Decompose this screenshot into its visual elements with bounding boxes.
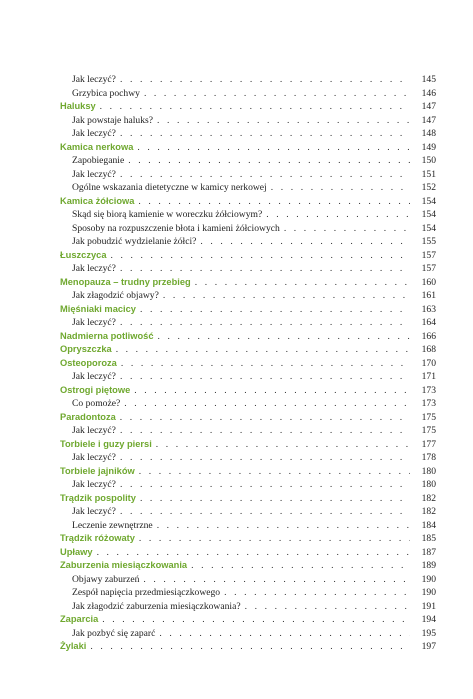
toc-page-number: 164 bbox=[421, 317, 436, 328]
dot-leader bbox=[120, 478, 410, 492]
dot-leader bbox=[111, 249, 410, 263]
toc-chapter-entry bbox=[60, 343, 436, 357]
toc-page-number: 173 bbox=[421, 384, 436, 396]
toc-page-number: 157 bbox=[421, 249, 436, 261]
dot-leader bbox=[266, 208, 410, 222]
toc-page-number: 184 bbox=[421, 519, 436, 531]
toc-entry-title: Zespół napięcia przedmiesiączkowego bbox=[72, 587, 221, 598]
toc-chapter-entry bbox=[60, 465, 436, 479]
toc-entry-title: Ostrogi piętowe bbox=[60, 384, 131, 395]
toc-page-number: 197 bbox=[421, 641, 436, 652]
toc-entry-title: Torbiele jajników bbox=[60, 465, 135, 476]
toc-entry-title: Jak leczyć? bbox=[72, 479, 116, 490]
dot-leader bbox=[195, 276, 410, 290]
dot-leader bbox=[120, 424, 410, 438]
dot-leader bbox=[139, 465, 410, 479]
dot-leader bbox=[116, 343, 410, 357]
dot-leader bbox=[143, 573, 410, 587]
toc-page-number: 185 bbox=[421, 533, 436, 544]
toc-entry-title: Ogólne wskazania dietetyczne w kamicy nerkowej bbox=[72, 182, 267, 193]
toc-entry-title: Jak pobudzić wydzielanie żółci? bbox=[72, 236, 197, 247]
dot-leader bbox=[97, 546, 410, 560]
toc-chapter-entry bbox=[60, 492, 436, 506]
dot-leader bbox=[191, 559, 410, 573]
toc-chapter-entry bbox=[60, 546, 436, 560]
toc-page-number: 195 bbox=[421, 627, 436, 639]
toc-page-number: 166 bbox=[421, 330, 436, 342]
toc-entry-title: Leczenie zewnętrzne bbox=[72, 519, 153, 531]
toc-chapter-entry bbox=[60, 141, 436, 155]
toc-entry-title: Upławy bbox=[60, 546, 93, 557]
dot-leader bbox=[134, 384, 410, 398]
toc-page-number: 147 bbox=[421, 114, 436, 126]
dot-leader bbox=[124, 397, 410, 411]
toc-entry-title: Jak leczyć? bbox=[72, 371, 116, 382]
toc-chapter-entry bbox=[60, 438, 436, 452]
dot-leader bbox=[138, 195, 410, 209]
toc-entry-title: Jak powstaje haluks? bbox=[72, 114, 153, 126]
toc-chapter-entry bbox=[60, 330, 436, 344]
table-of-contents bbox=[60, 73, 436, 654]
dot-leader bbox=[120, 505, 410, 519]
toc-entry-title: Trądzik różowaty bbox=[60, 533, 135, 543]
toc-subentry bbox=[60, 222, 436, 236]
toc-page-number: 189 bbox=[421, 560, 436, 571]
toc-entry-title: Jak leczyć? bbox=[72, 128, 116, 139]
toc-page-number: 161 bbox=[421, 290, 436, 301]
toc-entry-title: Jak złagodzić objawy? bbox=[72, 290, 159, 301]
dot-leader bbox=[100, 100, 410, 114]
dot-leader bbox=[120, 451, 410, 465]
dot-leader bbox=[158, 330, 410, 344]
toc-page-number: 175 bbox=[421, 411, 436, 423]
toc-entry-title: Zaparcia bbox=[60, 614, 99, 624]
toc-subentry bbox=[60, 451, 436, 465]
dot-leader bbox=[121, 357, 410, 371]
toc-page-number: 145 bbox=[421, 74, 436, 85]
toc-subentry bbox=[60, 181, 436, 195]
toc-subentry bbox=[60, 208, 436, 222]
toc-page-number: 152 bbox=[421, 182, 436, 193]
toc-subentry bbox=[60, 519, 436, 533]
toc-subentry bbox=[60, 114, 436, 128]
dot-leader bbox=[140, 492, 410, 506]
toc-subentry bbox=[60, 424, 436, 438]
toc-entry-title: Zapobieganie bbox=[72, 155, 125, 166]
dot-leader bbox=[137, 141, 410, 155]
toc-page-number: 170 bbox=[421, 357, 436, 369]
toc-chapter-entry bbox=[60, 100, 436, 114]
dot-leader bbox=[140, 303, 410, 317]
toc-page-number: 146 bbox=[421, 87, 436, 99]
toc-page-number: 187 bbox=[421, 546, 436, 558]
toc-page-number: 173 bbox=[421, 398, 436, 409]
toc-chapter-entry bbox=[60, 411, 436, 425]
toc-entry-title: Menopauza – trudny przebieg bbox=[60, 276, 191, 287]
toc-entry-title: Grzybica pochwy bbox=[72, 87, 140, 99]
toc-entry-title: Zaburzenia miesiączkowania bbox=[60, 560, 188, 570]
toc-entry-title: Osteoporoza bbox=[60, 357, 117, 368]
dot-leader bbox=[128, 154, 410, 168]
toc-subentry bbox=[60, 397, 436, 411]
dot-leader bbox=[163, 289, 410, 303]
toc-subentry bbox=[60, 627, 436, 641]
toc-page-number: 148 bbox=[421, 128, 436, 139]
toc-entry-title: Żylaki bbox=[60, 641, 87, 651]
toc-page-number: 180 bbox=[421, 479, 436, 490]
toc-entry-title: Torbiele i guzy piersi bbox=[60, 438, 152, 449]
dot-leader bbox=[271, 181, 410, 195]
toc-chapter-entry bbox=[60, 195, 436, 209]
toc-chapter-entry bbox=[60, 303, 436, 317]
toc-subentry bbox=[60, 370, 436, 384]
toc-chapter-entry bbox=[60, 276, 436, 290]
toc-page-number: 163 bbox=[421, 303, 436, 315]
toc-entry-title: Sposoby na rozpuszczenie błota i kamieni żółciowych bbox=[72, 222, 280, 234]
toc-page-number: 157 bbox=[421, 263, 436, 274]
toc-page-number: 171 bbox=[421, 371, 436, 382]
toc-entry-title: Jak leczyć? bbox=[72, 317, 116, 328]
toc-entry-title: Co pomoże? bbox=[72, 398, 121, 409]
dot-leader bbox=[120, 370, 410, 384]
toc-entry-title: Opryszczka bbox=[60, 344, 112, 354]
toc-entry-title: Łuszczyca bbox=[60, 249, 107, 260]
dot-leader bbox=[120, 316, 410, 330]
dot-leader bbox=[245, 600, 410, 614]
toc-subentry bbox=[60, 316, 436, 330]
dot-leader bbox=[157, 519, 410, 533]
toc-page-number: 154 bbox=[421, 222, 436, 234]
dot-leader bbox=[139, 532, 410, 546]
toc-chapter-entry bbox=[60, 613, 436, 627]
toc-page-number: 182 bbox=[421, 492, 436, 504]
dot-leader bbox=[120, 127, 410, 141]
toc-chapter-entry bbox=[60, 532, 436, 546]
toc-page-number: 178 bbox=[421, 452, 436, 463]
toc-subentry bbox=[60, 262, 436, 276]
toc-subentry bbox=[60, 127, 436, 141]
toc-subentry bbox=[60, 586, 436, 600]
toc-entry-title: Jak leczyć? bbox=[72, 263, 116, 274]
toc-page-number: 147 bbox=[421, 101, 436, 112]
toc-entry-title: Mięśniaki macicy bbox=[60, 303, 136, 314]
toc-subentry bbox=[60, 573, 436, 587]
toc-subentry bbox=[60, 168, 436, 182]
dot-leader bbox=[120, 411, 410, 425]
dot-leader bbox=[157, 114, 410, 128]
toc-entry-title: Nadmierna potliwość bbox=[60, 330, 154, 341]
toc-subentry bbox=[60, 87, 436, 101]
toc-page-number: 191 bbox=[421, 600, 436, 612]
toc-entry-title: Kamica nerkowa bbox=[60, 141, 134, 152]
toc-chapter-entry bbox=[60, 249, 436, 263]
toc-page-number: 160 bbox=[421, 276, 436, 288]
toc-page-number: 154 bbox=[421, 209, 436, 220]
toc-page-number: 190 bbox=[421, 573, 436, 585]
toc-page-number: 150 bbox=[421, 155, 436, 166]
toc-page-number: 180 bbox=[421, 465, 436, 477]
toc-entry-title: Jak pozbyć się zaparć bbox=[72, 627, 156, 639]
toc-page-number: 154 bbox=[421, 195, 436, 207]
toc-entry-title: Trądzik pospolity bbox=[60, 492, 136, 503]
toc-entry-title: Jak złagodzić zaburzenia miesiączkowania? bbox=[72, 600, 241, 612]
toc-page-number: 175 bbox=[421, 425, 436, 436]
dot-leader bbox=[159, 627, 410, 641]
toc-subentry bbox=[60, 289, 436, 303]
dot-leader bbox=[144, 87, 410, 101]
toc-page-number: 151 bbox=[421, 168, 436, 180]
dot-leader bbox=[102, 613, 410, 627]
toc-entry-title: Jak leczyć? bbox=[72, 168, 116, 180]
toc-subentry bbox=[60, 154, 436, 168]
dot-leader bbox=[200, 235, 410, 249]
toc-subentry bbox=[60, 235, 436, 249]
toc-chapter-entry bbox=[60, 357, 436, 371]
toc-chapter-entry bbox=[60, 559, 436, 573]
dot-leader bbox=[90, 640, 410, 654]
toc-entry-title: Jak leczyć? bbox=[72, 452, 116, 463]
toc-subentry bbox=[60, 600, 436, 614]
toc-subentry bbox=[60, 73, 436, 87]
toc-chapter-entry bbox=[60, 384, 436, 398]
toc-page-number: 155 bbox=[421, 236, 436, 247]
toc-subentry bbox=[60, 505, 436, 519]
toc-entry-title: Jak leczyć? bbox=[72, 506, 116, 517]
toc-entry-title: Jak leczyć? bbox=[72, 74, 116, 85]
dot-leader bbox=[156, 438, 410, 452]
toc-page-number: 149 bbox=[421, 141, 436, 153]
toc-entry-title: Jak leczyć? bbox=[72, 425, 116, 436]
toc-page-number: 182 bbox=[421, 506, 436, 517]
toc-entry-title: Paradontoza bbox=[60, 411, 116, 422]
dot-leader bbox=[120, 73, 410, 87]
dot-leader bbox=[284, 222, 410, 236]
dot-leader bbox=[120, 168, 410, 182]
toc-entry-title: Haluksy bbox=[60, 101, 96, 111]
dot-leader bbox=[120, 262, 410, 276]
toc-entry-title: Kamica żółciowa bbox=[60, 195, 135, 206]
toc-entry-title: Objawy zaburzeń bbox=[72, 573, 140, 585]
toc-page-number: 190 bbox=[421, 587, 436, 598]
toc-entry-title: Skąd się biorą kamienie w woreczku żółciowym? bbox=[72, 209, 263, 220]
toc-page-number: 194 bbox=[421, 614, 436, 625]
toc-chapter-entry bbox=[60, 640, 436, 654]
dot-leader bbox=[224, 586, 410, 600]
toc-page-number: 168 bbox=[421, 344, 436, 355]
toc-page-number: 177 bbox=[421, 438, 436, 450]
toc-subentry bbox=[60, 478, 436, 492]
